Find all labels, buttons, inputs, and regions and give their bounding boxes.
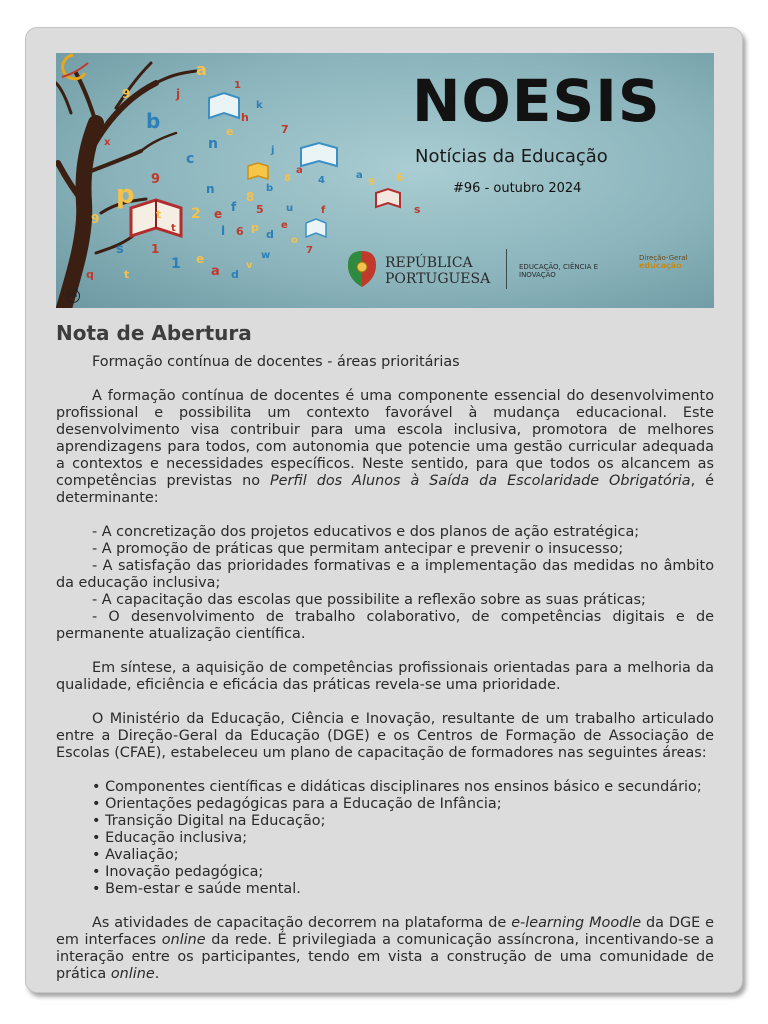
newsletter-subtitle: Notícias da Educação [415,146,608,167]
svg-text:t: t [171,223,176,234]
svg-text:b: b [266,183,274,194]
list-item: • Componentes científicas e didáticas disciplinares nos ensinos básico e secundário; [92,779,714,796]
artist-signature: HB [66,289,80,303]
training-areas-list [56,779,714,898]
svg-text:a: a [296,165,303,176]
dge-logo-icon [56,53,90,83]
svg-text:a: a [196,60,207,79]
profile-title: Perfil dos Alunos à Saída da Escolaridade Obrigatória [269,473,691,489]
svg-text:d: d [231,268,239,281]
list-item: • Avaliação; [92,847,714,864]
svg-text:1: 1 [151,242,160,256]
svg-text:6: 6 [236,225,244,238]
svg-text:p: p [116,180,135,210]
svg-text:b: b [146,109,161,133]
svg-text:s: s [116,242,124,257]
svg-text:a: a [356,170,363,181]
list-item: - A promoção de práticas que permitam antecipar e prevenir o insucesso; [92,541,624,557]
newsletter-banner [56,53,714,308]
svg-text:e: e [281,220,288,231]
svg-text:9: 9 [151,172,161,187]
svg-text:j: j [271,145,275,156]
svg-text:9: 9 [91,212,100,226]
svg-text:1: 1 [171,256,181,272]
activities-paragraph [56,915,714,983]
svg-text:8: 8 [284,173,291,184]
svg-text:t: t [124,268,130,281]
svg-text:s: s [414,203,421,216]
list-item: - A capacitação das escolas que possibilite a reflexão sobre as suas práticas; [92,592,646,608]
svg-text:k: k [256,100,263,111]
svg-text:u: u [286,203,294,214]
list-item: • Bem-estar e saúde mental. [92,881,714,898]
list-item: - A satisfação das prioridades formativas e a implementação das medidas no âmbito da educação inclusiva; [56,558,714,591]
svg-text:7: 7 [306,245,313,256]
svg-text:e: e [196,252,205,266]
list-item: • Inovação pedagógica; [92,864,714,881]
svg-text:d: d [266,228,274,241]
activities-text: da DGE e em interfaces [56,915,714,948]
svg-text:a: a [211,264,220,279]
list-item: - O desenvolvimento de trabalho colaborativo, de competências digitais e de permanente atualização científica. [56,609,714,642]
online-term: online [161,932,206,948]
ministry-paragraph: O Ministério da Educação, Ciência e Inovação, resultante de um trabalho articulado entre a Direção-Geral da Educação (DGE) e os Centros de Formação de Associação de Escolas (CFAE), estabeleceu um plano de capacitação de formadores nas seguintes áreas: [56,711,714,761]
list-item: • Educação inclusiva; [92,830,714,847]
svg-text:4: 4 [318,175,325,186]
svg-text:1: 1 [234,80,241,91]
svg-text:n: n [208,136,218,152]
dge-line2: educação [639,261,682,270]
svg-text:9: 9 [368,177,375,188]
logo-separator [506,249,507,289]
online-term: online [110,966,155,982]
svg-text:e: e [214,207,223,221]
issue-number: #96 - outubro 2024 [453,181,582,196]
republic-line2: PORTUGUESA [385,271,491,287]
svg-text:5: 5 [256,203,264,216]
svg-text:2: 2 [191,206,201,222]
list-item: • Orientações pedagógicas para a Educação de Infância; [92,796,714,813]
svg-text:e: e [226,125,234,138]
activities-text: da rede. É privilegiada a comunicação assíncrona, incentivando-se a interação entre os participantes, tendo em vista a construção de uma comunidade de prática [56,932,714,982]
republic-line1: REPÚBLICA [385,255,473,271]
newsletter-title: NOESIS [412,67,661,135]
svg-text:9: 9 [122,87,131,101]
svg-text:8: 8 [246,190,255,204]
activities-text-end: . [154,966,160,982]
svg-text:n: n [206,182,215,196]
intro-paragraph [56,388,714,507]
svg-text:l: l [221,224,226,238]
republic-logo-text [385,255,490,287]
article-body [56,321,714,983]
svg-text:f: f [231,200,237,214]
svg-text:w: w [261,250,271,261]
svg-text:p: p [251,221,259,234]
svg-text:x: x [104,137,111,148]
newsletter-card [25,27,743,993]
dge-logo-text [639,254,688,270]
ministry-name: EDUCAÇÃO, CIÊNCIA E INOVAÇÃO [519,263,599,279]
activities-text: As atividades de capacitação decorrem na plataforma de [92,915,512,931]
svg-text:c: c [186,151,195,167]
svg-text:o: o [291,235,298,246]
svg-text:7: 7 [281,123,289,136]
list-item: - A concretização dos projetos educativos e dos planos de ação estratégica; [92,524,640,540]
article-subtitle: Formação contínua de docentes - áreas prioritárias [92,354,460,370]
list-item: • Transição Digital na Educação; [92,813,714,830]
svg-text:h: h [241,111,249,124]
section-heading: Nota de Abertura [56,321,252,345]
svg-text:t: t [156,208,162,221]
svg-text:j: j [176,87,181,101]
intro-text-end: , é determinante: [56,473,714,506]
svg-text:v: v [246,260,253,271]
svg-text:6: 6 [396,171,404,184]
summary-paragraph: Em síntese, a aquisição de competências profissionais orientadas para a melhoria da qualidade, eficiência e eficácia das práticas revela-se uma prioridade. [56,660,714,693]
svg-text:q: q [86,268,94,281]
dge-line1: Direção-Geral [639,254,688,262]
moodle-term: e-learning Moodle [511,915,642,931]
svg-text:f: f [321,205,326,216]
intro-text: A formação contínua de docentes é uma componente essencial do desenvolvimento profissional e possibilita um contexto favorável à mudança educacional. Este desenvolvimento visa contribuir para uma escola inclusiva, promotora de melhores aprendizagens para todos, com autonomia que potencie uma gestão curricular adequada a contextos e necessidades específicos. Neste sentido, para que todos os alcancem as competências previstas no [56,388,714,489]
